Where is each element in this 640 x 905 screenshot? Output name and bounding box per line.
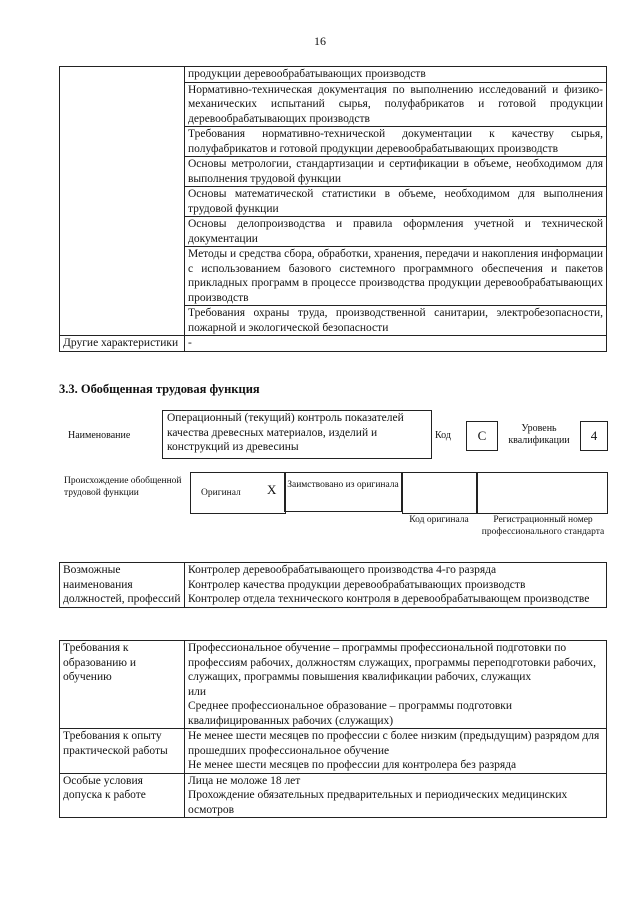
function-name-box: Операционный (текущий) контроль показателей качества древесных материалов, изделий и конструкций из древесины: [162, 410, 432, 459]
admission-item: Прохождение обязательных предварительных и периодических медицинских осмотров: [188, 789, 568, 816]
admission-values: [185, 773, 607, 818]
origin-label: Происхождение обобщенной трудовой функции: [64, 476, 182, 498]
row-label: [60, 67, 185, 336]
knowledge-item: Требования охраны труда, производственной санитарии, электробезопасности, пожарной и экологической безопасности: [185, 306, 607, 336]
knowledge-item: Нормативно-техническая документация по выполнению исследований и физико-механических испытаний сырья, полуфабрикатов и готовой продукции деревообрабатывающих производств: [185, 82, 607, 127]
original-mark: X: [267, 482, 277, 497]
knowledge-item: Основы метрологии, стандартизации и сертификации в объеме, необходимом для выполнения трудовой функции: [185, 157, 607, 187]
code-caption: Код оригинала: [409, 515, 469, 525]
position-item: Контролер качества продукции деревообрабатывающих производств: [188, 578, 526, 591]
experience-item: Не менее шести месяцев по профессии с более низким (предыдущим) разрядом для прошедших профессиональное обучение: [188, 730, 600, 757]
admission-item: Лица не моложе 18 лет: [188, 774, 301, 787]
borrowed-cell: Заимствовано из оригинала: [284, 472, 402, 512]
positions-label: Возможные наименования должностей, профессий: [60, 563, 185, 608]
requirements-table: [59, 640, 607, 818]
experience-values: [185, 729, 607, 774]
table-row: [60, 336, 607, 352]
table-row: [60, 641, 607, 729]
knowledge-item: Основы математической статистики в объеме, необходимом для выполнения трудовой функции: [185, 187, 607, 217]
other-characteristics-label: Другие характеристики: [60, 336, 185, 352]
knowledge-item: Методы и средства сбора, обработки, хранения, передачи и накопления информации с использованием базового системного программного обеспечения и пакетов прикладных программ в процессе производства продукции деревообрабатывающих производств: [185, 247, 607, 306]
table-row: [60, 773, 607, 818]
education-item: или: [188, 685, 207, 698]
knowledge-table: [59, 66, 607, 352]
knowledge-item: Основы делопроизводства и правила оформления учетной и технической документации: [185, 217, 607, 247]
positions-values: [185, 563, 607, 608]
knowledge-item: Требования нормативно-технической документации к качеству сырья, полуфабрикатов и готовой продукции деревообрабатывающих производств: [185, 127, 607, 157]
reg-number-cell: [476, 472, 608, 514]
education-values: [185, 641, 607, 729]
knowledge-item: продукции деревообрабатывающих производств: [185, 67, 607, 83]
table-row: [60, 563, 607, 608]
education-item: Среднее профессиональное образование – программы подготовки квалифицированных рабочих (служащих): [188, 700, 513, 727]
other-characteristics-value: -: [185, 336, 607, 352]
education-label: Требования к образованию и обучению: [60, 641, 185, 729]
original-cell: [190, 472, 286, 514]
table-row: [60, 67, 607, 83]
position-item: Контролер отдела технического контроля в деревообрабатывающем производстве: [188, 593, 590, 605]
experience-item: Не менее шести месяцев по профессии для контролера без разряда: [188, 759, 517, 771]
original-label: Оригинал: [201, 488, 241, 498]
positions-table: [59, 562, 607, 608]
name-label: Наименование: [68, 430, 131, 441]
table-row: [60, 729, 607, 774]
level-label: Уровень квалификации: [508, 423, 570, 446]
code-value: C: [466, 421, 498, 451]
level-value: 4: [580, 421, 608, 451]
education-item: Профессиональное обучение – программы профессиональной подготовки по профессиям рабочих, должностям служащих, программы переподготовки рабочих, служащих, программы повышения квалификации рабочих, служащих: [188, 642, 596, 683]
code-label: Код: [435, 430, 451, 441]
reg-caption: Регистрационный номер профессионального стандарта: [481, 515, 605, 537]
section-title: 3.3. Обобщенная трудовая функция: [59, 382, 260, 396]
admission-label: Особые условия допуска к работе: [60, 773, 185, 818]
original-code-cell: [402, 472, 478, 514]
page-number: 16: [314, 34, 326, 48]
experience-label: Требования к опыту практической работы: [60, 729, 185, 774]
position-item: Контролер деревообрабатывающего производства 4-го разряда: [188, 564, 497, 576]
